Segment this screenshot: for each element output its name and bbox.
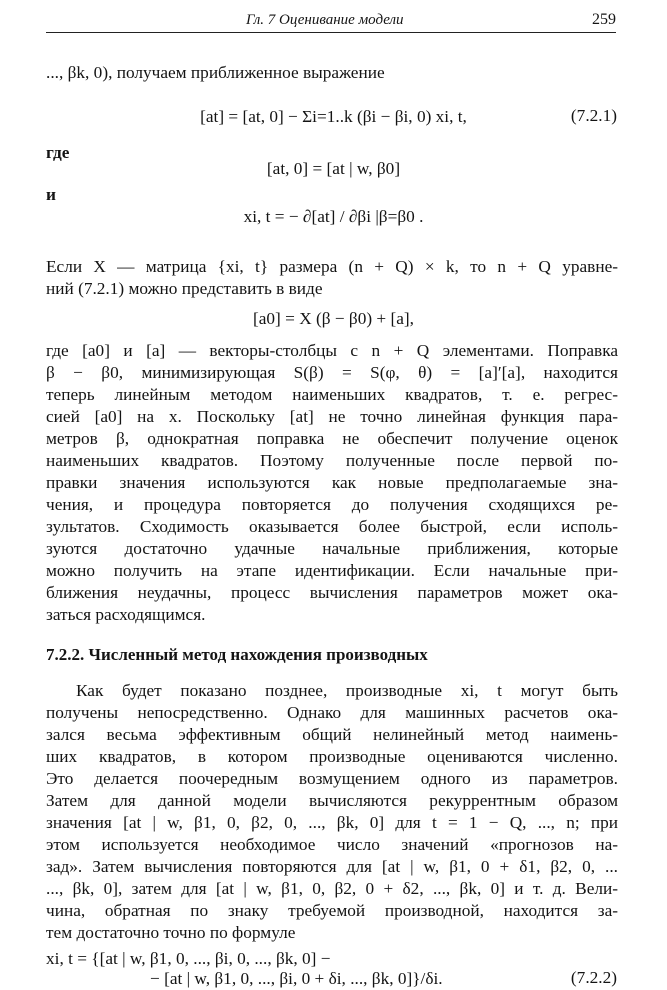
text-line: метров β, однократная поправка не обеспечит получение оценок xyxy=(46,429,618,448)
text-line: сией [a0] на x. Поскольку [at] не точно линейная функция пара- xyxy=(46,407,618,426)
equation-7-2-1: [at] = [at, 0] − Σi=1..k (βi − βi, 0) xi, t, xyxy=(200,107,467,126)
equation-number: (7.2.1) xyxy=(570,106,617,125)
text-line: ..., βk, 0], затем для [at | w, β1, 0, β2, 0 + δ2, ..., βk, 0] и т. д. Вели- xyxy=(46,879,618,898)
text-line: зад». Затем вычисления повторяются для [at | w, β1, 0 + δ1, β2, 0, ... xyxy=(46,857,618,876)
text-line: этом используется необходимое число значений «прогнозов на- xyxy=(46,835,618,854)
text-line: зуются достаточно удачные начальные приближения, которые xyxy=(46,539,618,558)
text-line: ближения неудачны, процесс вычисления параметров может ока- xyxy=(46,583,618,602)
text-line: Если X — матрица {xi, t} размера (n + Q) × k, то n + Q уравне- xyxy=(46,257,618,276)
text-line: заться расходящимся. xyxy=(46,605,206,624)
equation: xi, t = − ∂[at] / ∂βi |β=β0 . xyxy=(243,207,424,226)
text-line: наименьших квадратов. Поэтому полученные после первой по- xyxy=(46,451,618,470)
text-line: β − β0, минимизирующая S(β) = S(φ, θ) = [a]′[a], находится xyxy=(46,363,618,382)
text-line: чина, обратная по знаку требуемой производной, находится за- xyxy=(46,901,618,920)
text-line: получены непосредственно. Однако для машинных расчетов ока- xyxy=(46,703,618,722)
text-line: теперь линейным методом наименьших квадратов, т. е. регрес- xyxy=(46,385,618,404)
equation: [at, 0] = [at | w, β0] xyxy=(266,159,401,178)
text-line: чения, и процедура повторяется до получения сходящихся ре- xyxy=(46,495,618,514)
text-line: Это делается поочередным возмущением одного из параметров. xyxy=(46,769,618,788)
text-line: ний (7.2.1) можно представить в виде xyxy=(46,279,323,298)
running-header xyxy=(46,10,616,33)
text-line: правки значения используются как новые предполагаемые зна- xyxy=(46,473,618,492)
text-line: Затем для данной модели вычисляются рекуррентным образом xyxy=(46,791,618,810)
text-line: и xyxy=(46,185,56,204)
text-line: ших квадратов, в котором производные оцениваются численно. xyxy=(46,747,618,766)
equation-7-2-2-line1: xi, t = {[at | w, β1, 0, ..., βi, 0, ..., βk, 0] − xyxy=(46,949,331,968)
section-title: 7.2.2. Численный метод нахождения производных xyxy=(46,645,428,664)
text-line: Как будет показано позднее, производные xi, t могут быть xyxy=(76,681,618,700)
equation-7-2-2-line2: − [at | w, β1, 0, ..., βi, 0 + δi, ..., βk, 0]}/δi. xyxy=(150,969,443,988)
page-number: 259 xyxy=(592,11,616,28)
text-line: где xyxy=(46,143,70,162)
text-line: зультатов. Сходимость оказывается более быстрой, если исполь- xyxy=(46,517,618,536)
text-line: зался весьма эффективным общий нелинейный метод наимень- xyxy=(46,725,618,744)
text-line: можно получить на этапе идентификации. Если начальные при- xyxy=(46,561,618,580)
text-line: тем достаточно точно по формуле xyxy=(46,923,296,942)
text-line: ..., βk, 0), получаем приближенное выражение xyxy=(46,63,385,82)
header-title: Гл. 7 Оценивание модели xyxy=(246,12,404,28)
text-line: значения [at | w, β1, 0, β2, 0, ..., βk, 0] для t = 1 − Q, ..., n; при xyxy=(46,813,618,832)
equation: [a0] = X (β − β0) + [a], xyxy=(252,309,415,328)
text-line: где [a0] и [a] — векторы-столбцы с n + Q элементами. Поправка xyxy=(46,341,618,360)
equation-number: (7.2.2) xyxy=(570,968,617,987)
